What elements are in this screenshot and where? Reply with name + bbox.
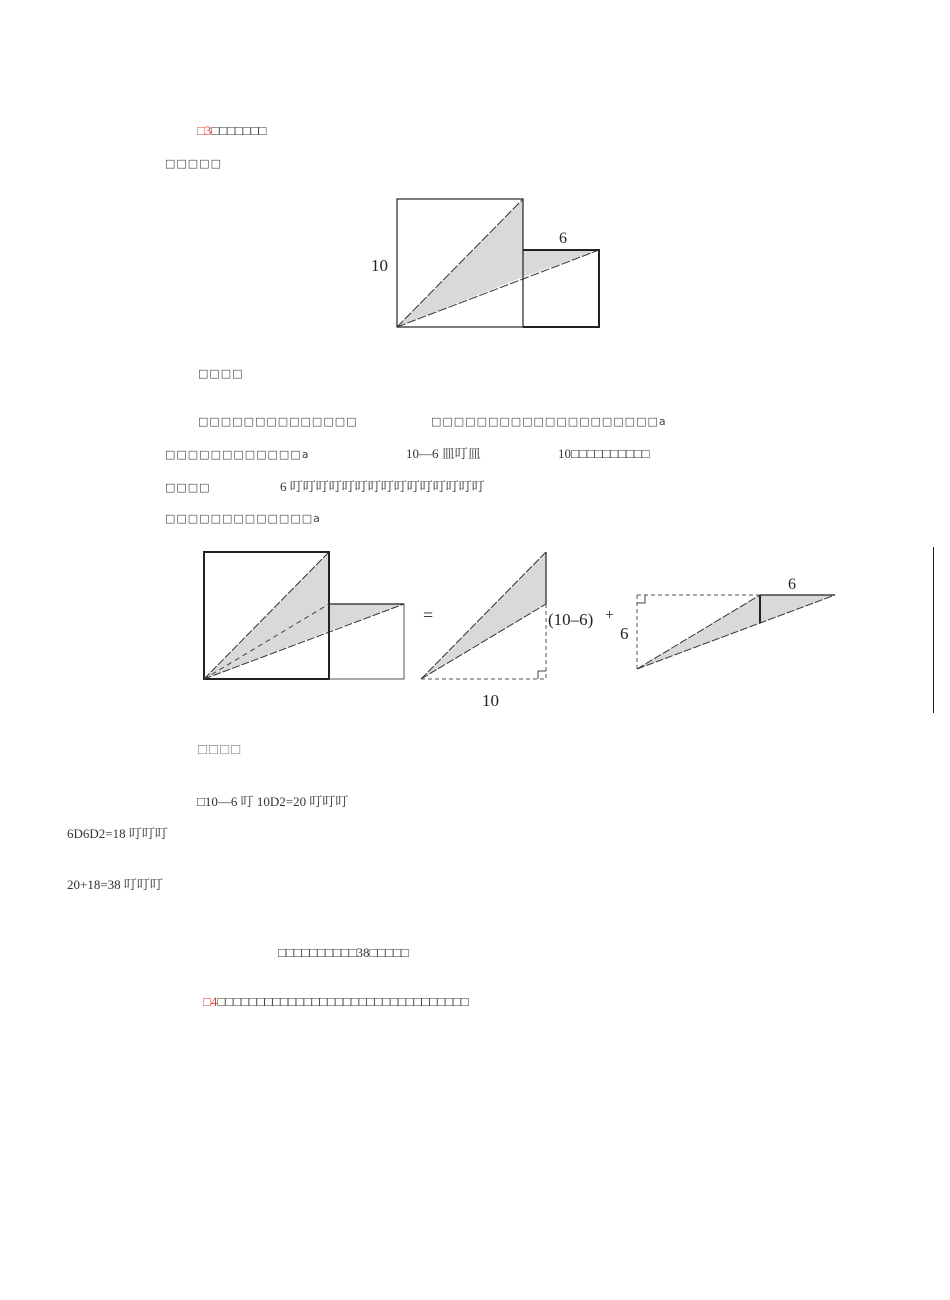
fig2-equals-sign: = bbox=[423, 605, 434, 625]
problem3-subheading: □□□□□ bbox=[165, 157, 222, 170]
analysis-line4: □□□□□□□□□□□□□a bbox=[165, 512, 321, 525]
analysis-line2a: □□□□□□□□□□□□a bbox=[165, 448, 310, 461]
fig2c-label-6-left: 6 bbox=[620, 624, 629, 643]
solution-answer: □□□□□□□□□□38□□□□□ bbox=[278, 945, 409, 960]
problem4-title: □□□□□□□□□□□□□□□□□□□□□□□□□□□□□□□□ bbox=[217, 994, 469, 1009]
analysis-line3b: 6 叮叮叮叮叮叮叮叮叮叮叮叮叮叮叮 bbox=[280, 479, 485, 494]
fig2c-label-6-top: 6 bbox=[788, 576, 796, 593]
solution-title: □□□□ bbox=[198, 742, 243, 758]
fig2-plus-sign: + bbox=[605, 607, 615, 624]
analysis-line1a: □□□□□□□□□□□□□□ bbox=[198, 415, 358, 428]
analysis-line1b: □□□□□□□□□□□□□□□□□□□□a bbox=[431, 415, 667, 428]
solution-line2: 6D6D2=18 叮叮叮 bbox=[67, 826, 168, 841]
problem3-title: □□□□□□□ bbox=[211, 123, 267, 138]
fig1-label-10: 10 bbox=[371, 256, 388, 275]
solution-line3: 20+18=38 叮叮叮 bbox=[67, 877, 163, 892]
problem4-heading bbox=[203, 995, 469, 1008]
analysis-line3a: □□□□ bbox=[165, 481, 211, 494]
analysis-line2b: 10—6 皿叮皿 bbox=[406, 446, 481, 461]
right-margin-bar bbox=[933, 547, 934, 713]
fig2b-label-10-minus-6: (10–6) bbox=[548, 610, 594, 629]
analysis-line2c: 10□□□□□□□□□□ bbox=[558, 446, 650, 461]
problem3-number: □3 bbox=[197, 123, 212, 138]
fig2b-right-angle-mark bbox=[538, 671, 546, 679]
fig2c-edge-upper bbox=[637, 595, 760, 669]
fig2c-right-angle-mark bbox=[637, 595, 645, 603]
analysis-title: □□□□ bbox=[198, 367, 244, 380]
fig2b-edge-short bbox=[421, 604, 546, 679]
fig1-label-6: 6 bbox=[559, 230, 567, 247]
problem4-number: □4 bbox=[203, 994, 218, 1009]
fig2b-label-10: 10 bbox=[482, 691, 499, 710]
solution-line1: □10—6 叮 10D2=20 叮叮叮 bbox=[197, 794, 349, 809]
